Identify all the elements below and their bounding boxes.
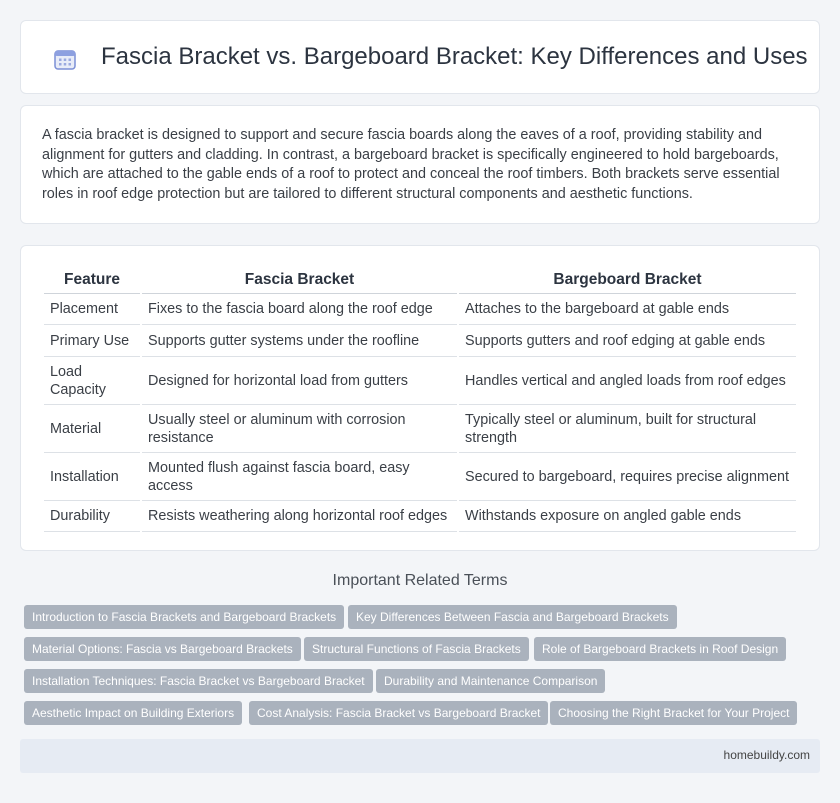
calendar-icon (53, 47, 77, 71)
footer (20, 739, 820, 773)
table-header-row (44, 266, 796, 294)
related-term-tag[interactable]: Cost Analysis: Fascia Bracket vs Bargeboard Bracket (249, 701, 548, 725)
feature-cell: Durability (44, 501, 140, 532)
title-card (20, 20, 820, 94)
related-term-tag[interactable]: Installation Techniques: Fascia Bracket vs Bargeboard Bracket (24, 669, 373, 693)
feature-cell: Placement (44, 294, 140, 325)
comparison-table (42, 266, 798, 532)
related-term-tag[interactable]: Aesthetic Impact on Building Exteriors (24, 701, 242, 725)
feature-cell: Load Capacity (44, 357, 140, 405)
table-row (44, 357, 796, 405)
table-row (44, 294, 796, 325)
table-row (44, 405, 796, 453)
fascia-cell: Usually steel or aluminum with corrosion resistance (142, 405, 457, 453)
bargeboard-cell: Supports gutters and roof edging at gable ends (459, 325, 796, 357)
bargeboard-cell: Handles vertical and angled loads from roof edges (459, 357, 796, 405)
fascia-cell: Resists weathering along horizontal roof edges (142, 501, 457, 532)
page-title: Fascia Bracket vs. Bargeboard Bracket: Key Differences and Uses (101, 43, 808, 70)
table-row (44, 501, 796, 532)
column-header: Bargeboard Bracket (459, 266, 796, 294)
feature-cell: Material (44, 405, 140, 453)
footer-site-link[interactable]: homebuildy.com (723, 748, 810, 762)
table-row (44, 325, 796, 357)
bargeboard-cell: Withstands exposure on angled gable ends (459, 501, 796, 532)
fascia-cell: Supports gutter systems under the roofline (142, 325, 457, 357)
related-term-tag[interactable]: Role of Bargeboard Brackets in Roof Design (534, 637, 786, 661)
intro-paragraph: A fascia bracket is designed to support and secure fascia boards along the eaves of a roof, providing stability and alignment for gutters and cladding. In contrast, a bargeboard bracket is specifically engineered to hold bargeboards, which are attached to the gable ends of a roof to protect and conceal the roof timbers. Both brackets serve essential roles in roof edge protection but are tailored to different structural components and aesthetic functions. (42, 127, 780, 202)
column-header: Feature (44, 266, 140, 294)
related-term-tag[interactable]: Material Options: Fascia vs Bargeboard Brackets (24, 637, 301, 661)
related-term-tag[interactable]: Choosing the Right Bracket for Your Project (550, 701, 797, 725)
feature-cell: Primary Use (44, 325, 140, 357)
related-term-tag[interactable]: Structural Functions of Fascia Brackets (304, 637, 529, 661)
related-term-tag[interactable]: Key Differences Between Fascia and Bargeboard Brackets (348, 605, 677, 629)
table-row (44, 453, 796, 501)
bargeboard-cell: Attaches to the bargeboard at gable ends (459, 294, 796, 325)
related-term-tag[interactable]: Introduction to Fascia Brackets and Bargeboard Brackets (24, 605, 344, 629)
fascia-cell: Fixes to the fascia board along the roof edge (142, 294, 457, 325)
column-header: Fascia Bracket (142, 266, 457, 294)
related-term-tag[interactable]: Durability and Maintenance Comparison (376, 669, 605, 693)
fascia-cell: Designed for horizontal load from gutters (142, 357, 457, 405)
fascia-cell: Mounted flush against fascia board, easy access (142, 453, 457, 501)
comparison-table-card (20, 245, 820, 551)
intro-card (20, 105, 820, 224)
bargeboard-cell: Secured to bargeboard, requires precise alignment (459, 453, 796, 501)
related-terms-title: Important Related Terms (332, 572, 508, 589)
feature-cell: Installation (44, 453, 140, 501)
bargeboard-cell: Typically steel or aluminum, built for structural strength (459, 405, 796, 453)
